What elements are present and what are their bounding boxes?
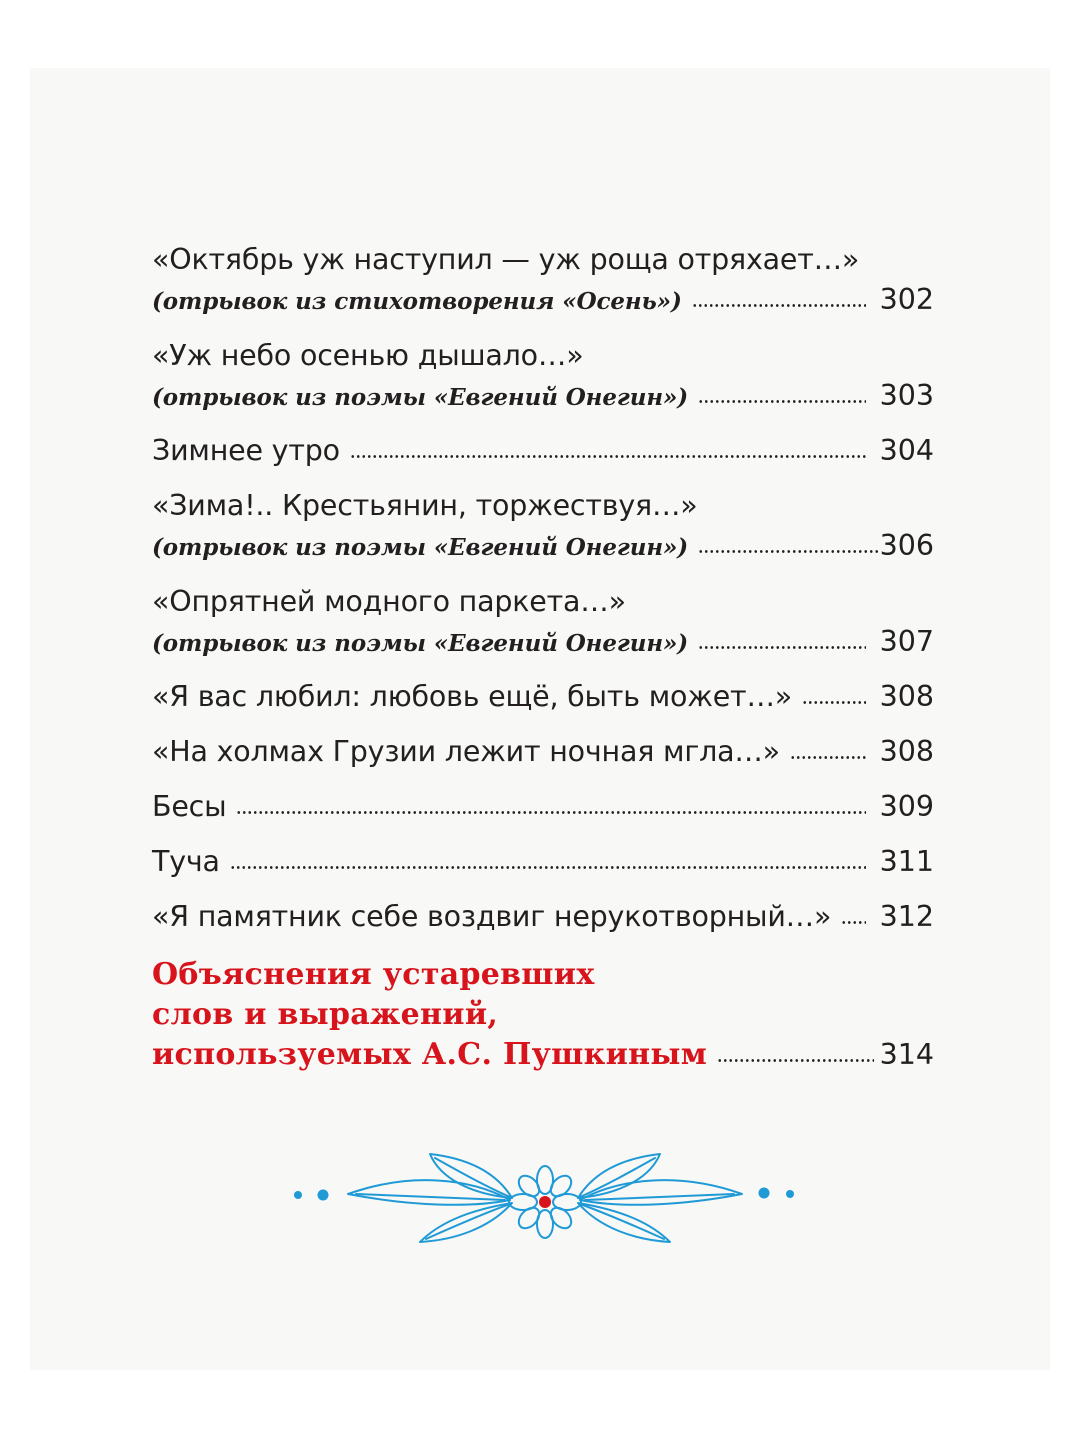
toc-entry[interactable] [152,431,934,471]
toc-entry-title: «Опрятней модного паркета…» [152,585,626,618]
dot-leader [236,811,865,814]
dot-leader [790,756,866,759]
toc-entry-title: Бесы [152,790,227,823]
toc-page-number: 312 [879,900,934,933]
glossary-page-number: 314 [879,1038,934,1071]
toc-entry-subtitle: (отрывок из поэмы «Евгений Онегин») [152,630,689,657]
toc-entry[interactable] [152,732,934,772]
dot-leader [802,701,866,704]
dot-leader [698,550,880,553]
toc-entry[interactable] [152,897,934,937]
floral-divider-icon [290,1150,800,1255]
glossary-title-line: Объяснения устаревших [152,957,595,992]
toc-page-number: 304 [879,434,934,467]
toc-entry[interactable] [152,486,934,566]
toc-entry[interactable] [152,240,934,320]
toc-page-number: 306 [879,529,934,562]
toc-entry-title: «Я памятник себе воздвиг нерукотворный…» [152,900,832,933]
toc-entry-subtitle: (отрывок из поэмы «Евгений Онегин») [152,534,689,561]
toc-entry-title: «Уж небо осенью дышало…» [152,339,584,372]
toc-page-number: 308 [879,680,934,713]
toc-page-number: 309 [879,790,934,823]
toc-page-number: 302 [879,283,934,316]
toc-entry-subtitle: (отрывок из стихотворения «Осень») [152,288,682,315]
toc-page-number: 311 [879,845,934,878]
toc-entry-title: Туча [152,845,220,878]
toc-entry[interactable] [152,582,934,662]
toc-entry[interactable] [152,677,934,717]
dot-leader [692,304,866,307]
toc-entry-title: «Октябрь уж наступил — уж роща отряхает…» [152,243,860,276]
dot-leader [698,400,866,403]
table-of-contents [152,240,934,937]
dot-leader [698,646,866,649]
glossary-title-line: слов и выражений, [152,997,499,1032]
glossary-title-line: используемых А.С. Пушкиным [152,1037,708,1072]
toc-entry-subtitle: (отрывок из поэмы «Евгений Онегин») [152,384,689,411]
toc-entry[interactable] [152,842,934,882]
dot-leader [717,1059,873,1062]
glossary-entry[interactable] [152,955,934,1075]
toc-entry-title: «Зима!.. Крестьянин, торжествуя…» [152,489,698,522]
toc-entry[interactable] [152,336,934,416]
dot-leader [841,921,865,924]
toc-entry-title: «На холмах Грузии лежит ночная мгла…» [152,735,780,768]
toc-page-number: 303 [879,379,934,412]
dot-leader [350,455,866,458]
toc-page-number: 308 [879,735,934,768]
dot-leader [230,866,866,869]
toc-entry-title: Зимнее утро [152,434,340,467]
toc-entry[interactable] [152,787,934,827]
toc-entry-title: «Я вас любил: любовь ещё, быть может…» [152,680,792,713]
toc-page-number: 307 [879,625,934,658]
